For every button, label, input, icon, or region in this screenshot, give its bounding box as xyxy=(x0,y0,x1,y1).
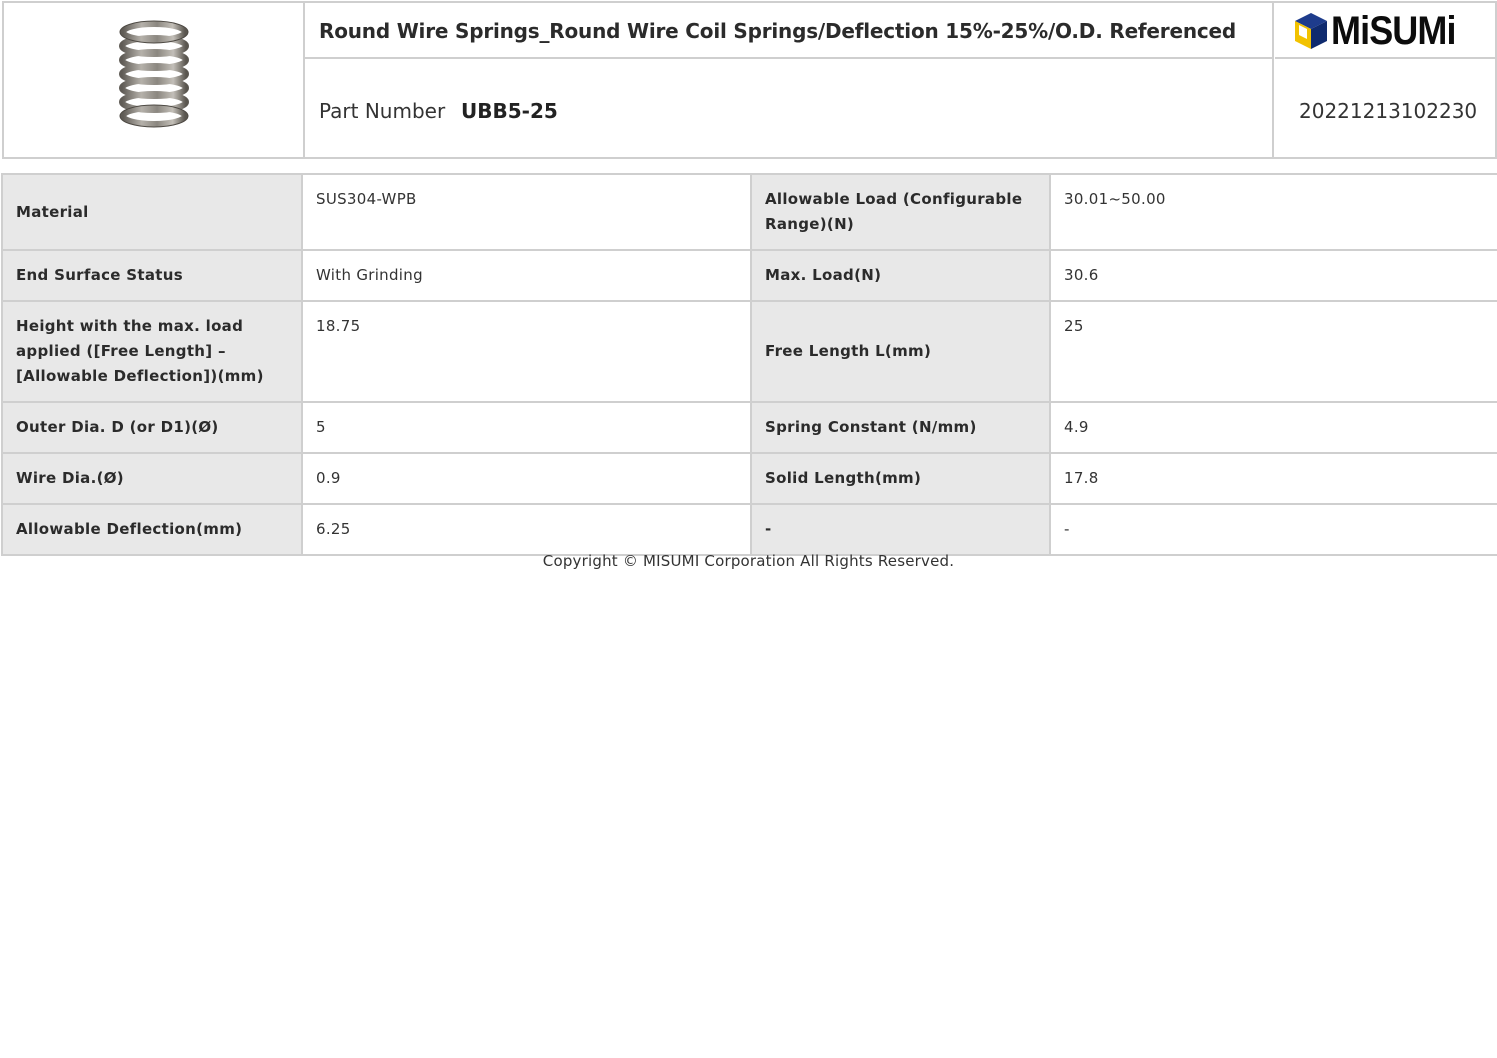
spec-value: 4.9 xyxy=(1050,402,1497,453)
product-header xyxy=(2,1,1497,159)
spec-key: Height with the max. load applied ([Free Length] – [Allowable Deflection])(mm) xyxy=(2,301,302,402)
spec-value: 18.75 xyxy=(302,301,751,402)
spec-value: With Grinding xyxy=(302,250,751,301)
table-row xyxy=(2,504,1497,555)
spec-value: 30.6 xyxy=(1050,250,1497,301)
spec-key: Allowable Load (Configurable Range)(N) xyxy=(751,174,1050,250)
product-title-cell xyxy=(305,3,1274,59)
product-title: Round Wire Springs_Round Wire Coil Springs/Deflection 15%-25%/O.D. Referenced xyxy=(319,19,1237,43)
table-row xyxy=(2,402,1497,453)
spec-key: - xyxy=(751,504,1050,555)
spec-key: Max. Load(N) xyxy=(751,250,1050,301)
part-number-cell xyxy=(305,59,1274,157)
table-row xyxy=(2,453,1497,504)
spec-key: Material xyxy=(2,174,302,250)
spec-value: 0.9 xyxy=(302,453,751,504)
spec-key: Outer Dia. D (or D1)(Ø) xyxy=(2,402,302,453)
misumi-cube-icon xyxy=(1293,11,1329,51)
misumi-logo xyxy=(1275,3,1495,59)
spec-key: Allowable Deflection(mm) xyxy=(2,504,302,555)
spec-value: SUS304-WPB xyxy=(302,174,751,250)
table-row xyxy=(2,250,1497,301)
spec-key: Spring Constant (N/mm) xyxy=(751,402,1050,453)
misumi-logo-text: MiSUMi xyxy=(1331,9,1456,53)
spec-key: Wire Dia.(Ø) xyxy=(2,453,302,504)
product-image-cell xyxy=(4,3,305,157)
coil-spring-image xyxy=(4,3,303,157)
spec-value: 30.01~50.00 xyxy=(1050,174,1497,250)
spec-value: - xyxy=(1050,504,1497,555)
spec-key: End Surface Status xyxy=(2,250,302,301)
part-number-label: Part Number xyxy=(319,99,446,123)
copyright-footer: Copyright © MISUMI Corporation All Rights Reserved. xyxy=(542,552,955,570)
spec-value: 5 xyxy=(302,402,751,453)
spec-key: Solid Length(mm) xyxy=(751,453,1050,504)
date-code: 20221213102230 xyxy=(1299,99,1478,123)
spec-table xyxy=(1,173,1497,556)
part-number-value: UBB5-25 xyxy=(461,99,558,123)
spec-key: Free Length L(mm) xyxy=(751,301,1050,402)
spec-value: 25 xyxy=(1050,301,1497,402)
table-row xyxy=(2,174,1497,250)
table-row xyxy=(2,301,1497,402)
spec-value: 17.8 xyxy=(1050,453,1497,504)
date-code-cell xyxy=(1275,59,1495,157)
spec-value: 6.25 xyxy=(302,504,751,555)
